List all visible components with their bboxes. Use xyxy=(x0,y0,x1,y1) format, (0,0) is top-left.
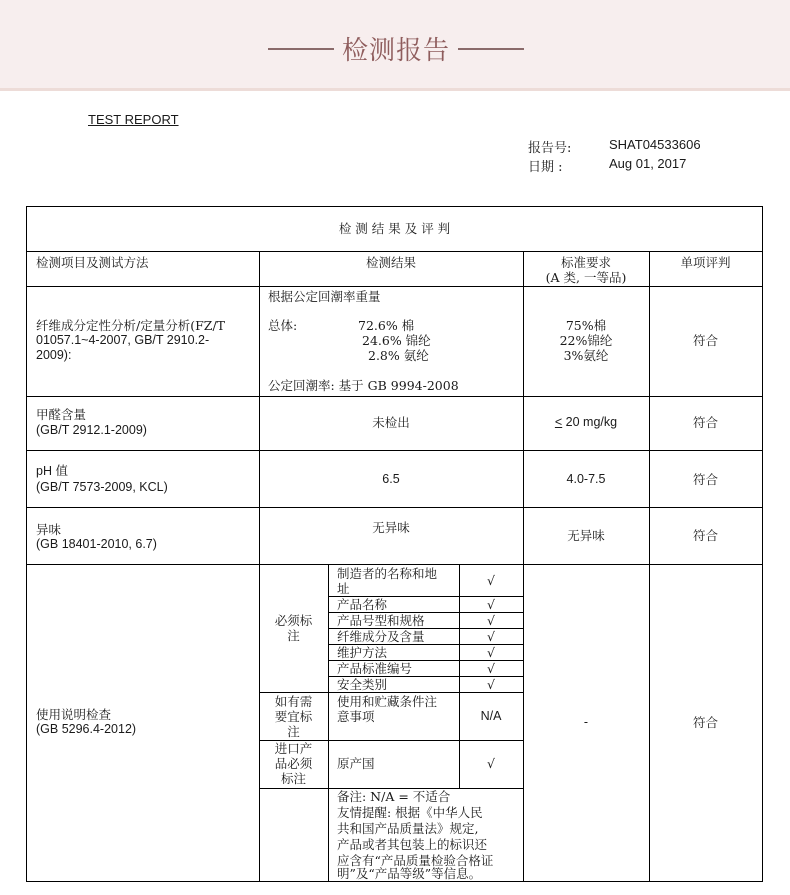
check-mark: √ xyxy=(487,677,495,692)
group-import-label-2: 品必须 xyxy=(274,756,313,771)
item-storage-conditions: 使用和贮藏条件注 xyxy=(337,694,438,709)
banner-divider-right xyxy=(458,48,524,50)
fiber-result-nylon: 24.6% 锦纶 xyxy=(362,333,431,348)
item-safety-category: 安全类别 xyxy=(337,677,388,692)
ph-test-name: pH 值 xyxy=(36,464,68,478)
header-result: 检测结果 xyxy=(365,255,416,270)
ph-verdict: 符合 xyxy=(692,472,718,487)
table-rule xyxy=(259,692,523,693)
report-date-label: 日期 : xyxy=(528,160,563,175)
group-conditional-label-3: 注 xyxy=(287,724,300,739)
formaldehyde-standard xyxy=(523,415,649,430)
fiber-result-total-label: 总体: xyxy=(268,318,298,333)
storage-mark: N/A xyxy=(480,709,502,723)
check-mark: √ xyxy=(487,645,495,660)
check-mark: √ xyxy=(487,573,495,588)
formaldehyde-test-method: (GB/T 2912.1-2009) xyxy=(36,423,147,437)
table-rule xyxy=(26,507,763,508)
group-mandatory-label: 必须标 xyxy=(274,613,313,628)
ph-standard: 4.0-7.5 xyxy=(566,472,606,486)
item-origin: 原产国 xyxy=(337,756,375,771)
instructions-verdict: 符合 xyxy=(692,715,718,730)
group-import-label: 进口产 xyxy=(274,741,313,756)
note-line: 应含有“产品质量检验合格证 xyxy=(337,853,494,868)
item-manufacturer-2: 址 xyxy=(337,581,350,596)
fiber-verdict: 符合 xyxy=(692,333,718,348)
item-fiber-content: 纤维成分及含量 xyxy=(337,629,425,644)
item-size-spec: 产品号型和规格 xyxy=(337,613,425,628)
table-rule xyxy=(26,450,763,451)
group-mandatory-label-2: 注 xyxy=(287,628,300,643)
fiber-test-name: 纤维成分定性分析/定量分析(FZ/T xyxy=(36,318,225,333)
report-date-value: Aug 01, 2017 xyxy=(609,156,687,171)
note-line: 明”及“产品等级”等信息。 xyxy=(337,866,482,881)
formaldehyde-result: 未检出 xyxy=(372,415,410,430)
note-line: 产品或者其包装上的标识还 xyxy=(337,837,488,852)
check-mark: √ xyxy=(487,597,495,612)
check-mark: √ xyxy=(487,756,495,771)
odor-standard: 无异味 xyxy=(567,528,605,543)
odor-verdict: 符合 xyxy=(692,528,718,543)
instructions-test-name: 使用说明检查 xyxy=(36,707,112,722)
table-rule xyxy=(26,286,763,287)
fiber-standard-cotton: 75%棉 xyxy=(565,318,607,333)
odor-result: 无异味 xyxy=(372,520,410,535)
item-manufacturer: 制造者的名称和地 xyxy=(337,566,438,581)
check-mark: √ xyxy=(487,661,495,676)
table-rule xyxy=(26,251,763,252)
report-heading: TEST REPORT xyxy=(88,112,179,127)
fiber-result-intro: 根据公定回潮率重量 xyxy=(268,289,381,304)
group-conditional-label-2: 要宜标 xyxy=(274,709,313,724)
table-rule xyxy=(26,396,763,397)
formaldehyde-standard-value: 20 mg/kg xyxy=(562,415,618,429)
fiber-standard-spandex: 3%氨纶 xyxy=(563,348,609,363)
group-conditional-label: 如有需 xyxy=(274,694,313,709)
group-import-label-3: 标注 xyxy=(280,771,306,786)
table-rule xyxy=(26,564,763,565)
check-mark: √ xyxy=(487,629,495,644)
instructions-standard: - xyxy=(583,715,589,729)
table-border-top xyxy=(26,206,763,207)
fiber-standard-nylon: 22%锦纶 xyxy=(559,333,613,348)
fiber-result-note: 公定回潮率: 基于 GB 9994-2008 xyxy=(268,378,459,393)
table-title: 检 测 结 果 及 评 判 xyxy=(338,221,451,236)
banner-title: 检测报告 xyxy=(341,36,450,66)
less-equal-symbol: < xyxy=(554,415,563,429)
report-number-value: SHAT04533606 xyxy=(609,137,701,152)
header-item: 检测项目及测试方法 xyxy=(36,255,149,270)
note-line: 友情提醒: 根据《中华人民 xyxy=(337,805,483,820)
odor-test-method: (GB 18401-2010, 6.7) xyxy=(36,537,157,551)
item-standard-number: 产品标准编号 xyxy=(337,661,413,676)
table-border-left xyxy=(26,206,27,882)
fiber-result-spandex: 2.8% 氨纶 xyxy=(368,348,429,363)
table-border-right xyxy=(762,206,763,882)
note-line: 备注: N/A = 不适合 xyxy=(337,789,451,804)
ph-result: 6.5 xyxy=(382,472,400,486)
note-line: 共和国产品质量法》规定, xyxy=(337,821,479,836)
check-mark: √ xyxy=(487,613,495,628)
ph-test-method: (GB/T 7573-2009, KCL) xyxy=(36,480,168,494)
item-storage-conditions-2: 意事项 xyxy=(337,709,375,724)
fiber-result-cotton: 72.6% 棉 xyxy=(358,318,415,333)
formaldehyde-test-name: 甲醛含量 xyxy=(36,407,87,422)
fiber-test-name-2: 01057.1~4-2007, GB/T 2910.2- xyxy=(36,333,210,347)
formaldehyde-verdict: 符合 xyxy=(692,415,718,430)
report-number-label: 报告号: xyxy=(528,141,572,156)
table-border-bottom xyxy=(26,881,763,882)
odor-test-name: 异味 xyxy=(36,522,62,537)
header-verdict: 单项评判 xyxy=(680,255,731,270)
item-care-method: 维护方法 xyxy=(337,645,388,660)
header-standard-sub: (A 类, 一等品) xyxy=(545,270,627,285)
item-product-name: 产品名称 xyxy=(337,597,388,612)
header-banner xyxy=(0,0,790,91)
instructions-test-method: (GB 5296.4-2012) xyxy=(36,722,137,736)
header-standard: 标准要求 xyxy=(560,255,611,270)
banner-divider-left xyxy=(268,48,334,50)
fiber-test-name-3: 2009): xyxy=(36,348,72,362)
